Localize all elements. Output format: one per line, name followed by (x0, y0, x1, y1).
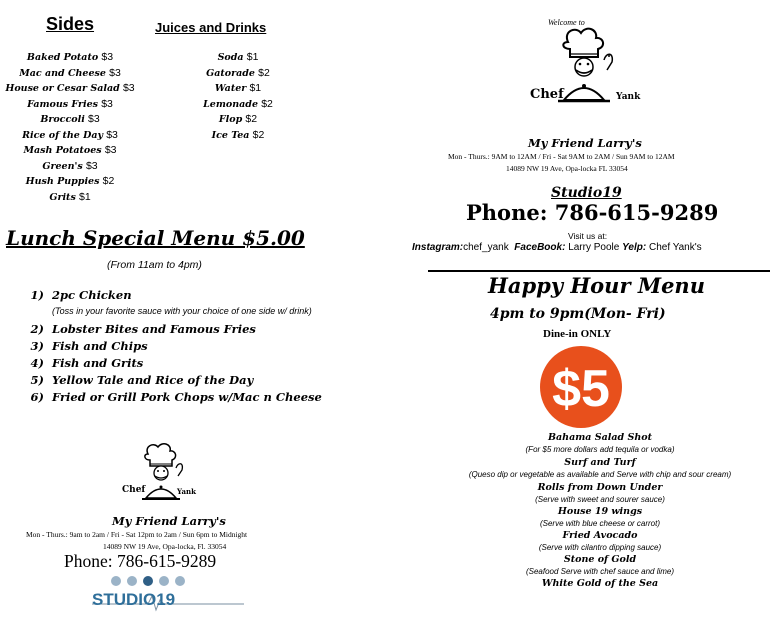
lunch-subtitle: (From 11am to 4pm) (107, 259, 202, 271)
welcome-text: Welcome to (548, 18, 585, 27)
chef-logo (118, 442, 208, 514)
chef-icon (530, 26, 640, 118)
yank-label: Yank (616, 92, 641, 102)
list-item: Flop $2 (218, 113, 258, 125)
five-dollar-badge-icon (538, 344, 624, 430)
studio-logo-text: STUDIO19 (92, 590, 176, 609)
item-note: (Serve with blue cheese or carrot) (539, 519, 661, 528)
visit-label: Visit us at: (568, 231, 608, 241)
item-note: (Seafood Serve with chef sauce and lime) (525, 567, 675, 576)
item-note: (For $5 more dollars add tequila or vodka) (525, 445, 675, 454)
price-badge (538, 344, 624, 430)
happy-hour-title: Happy Hour Menu (488, 273, 705, 298)
list-item: Water $1 (214, 82, 262, 94)
restaurant-name: My Friend Larry's (528, 136, 642, 150)
item-note: (Queso dip or vegetable as available and Serve with chip and sour cream) (468, 470, 732, 479)
list-item: Gatorade $2 (206, 66, 270, 79)
studio19-logo-icon (88, 574, 248, 614)
list-item: Lemonade $2 (203, 97, 273, 110)
list-item: Hush Puppies $2 (25, 175, 115, 187)
list-item: Ice Tea $2 (211, 128, 265, 141)
drinks-list (188, 50, 288, 143)
item-note: (Serve with cilantro dipping sauce) (538, 543, 662, 552)
yank-label: Yank (177, 487, 196, 496)
list-item: Mac and Cheese $3 (19, 66, 121, 79)
list-item: Green's $3 (42, 159, 98, 172)
item-note: (Serve with sweet and sourer sauce) (535, 495, 665, 504)
divider (428, 270, 770, 272)
list-item: White Gold of the Sea (541, 578, 659, 589)
phone-large: Phone: 786-615-9289 (466, 200, 719, 225)
studio-name: Studio19 (551, 185, 622, 201)
facebook-handle: Larry Poole (568, 242, 620, 253)
sides-title: Sides (46, 14, 95, 34)
list-item: 1) 2pc Chicken (Toss in your favorite sauce with your choice of one side w/ drink) (30, 288, 312, 316)
chef-label: Chef (530, 87, 564, 102)
list-item: House or Cesar Salad $3 (5, 82, 135, 94)
facebook-label: FaceBook: (514, 242, 566, 253)
phone: Phone: 786-615-9289 (64, 551, 217, 571)
list-item: House 19 wings (557, 506, 643, 517)
studio-logo (88, 574, 248, 614)
badge-price-text: $5 (552, 360, 610, 418)
list-item: Baked Potato $3 (26, 51, 114, 63)
list-item: Broccoli $3 (40, 113, 100, 125)
instagram-handle: chef_yank (463, 242, 509, 253)
list-item: Rice of the Day $3 (22, 128, 118, 141)
lunch-title: Lunch Special Menu $5.00 (6, 226, 305, 250)
list-item: Stone of Gold (563, 554, 637, 565)
sides-list (4, 50, 136, 205)
dine-in-label: Dine-in ONLY (543, 328, 612, 340)
hours: Mon - Thurs.: 9AM to 12AM / Fri - Sat 9AM to 2AM / Sun 9AM to 12AM (448, 152, 675, 161)
happy-hour-time: 4pm to 9pm(Mon- Fri) (490, 306, 666, 322)
chef-icon (118, 442, 208, 514)
chef-label: Chef (122, 485, 146, 495)
list-item: Surf and Turf (564, 457, 636, 468)
instagram-label: Instagram: (412, 242, 464, 253)
item-note: (Toss in your favorite sauce with your choice of one side w/ drink) (52, 306, 312, 316)
drinks-title: Juices and Drinks (155, 20, 267, 35)
address: 14089 NW 19 Ave, Opa-locka FL 33054 (506, 164, 628, 173)
list-item: 3) Fish and Chips (30, 339, 148, 353)
social-links (412, 242, 702, 253)
list-item: Mash Potatoes $3 (23, 144, 117, 156)
yelp-handle: Chef Yank's (648, 242, 702, 253)
list-item: 4) Fish and Grits (30, 356, 144, 370)
chef-logo-large (530, 26, 640, 118)
list-item: Fried Avocado (562, 530, 638, 541)
restaurant-name: My Friend Larry's (112, 514, 226, 528)
list-item: 2) Lobster Bites and Famous Fries (30, 322, 256, 336)
address: 14089 NW 19 Ave, Opa-locka, Fl. 33054 (103, 542, 227, 551)
list-item: Famous Fries $3 (27, 97, 113, 110)
list-item: Bahama Salad Shot (548, 432, 652, 443)
list-item: Grits $1 (49, 190, 91, 203)
list-item: Soda $1 (217, 51, 259, 63)
list-item: Rolls from Down Under (537, 482, 663, 493)
hours: Mon - Thurs.: 9am to 2am / Fri - Sat 12pm to 2am / Sun 6pm to Midnight (26, 530, 248, 539)
list-item: 5) Yellow Tale and Rice of the Day (30, 373, 254, 387)
list-item: 6) Fried or Grill Pork Chops w/Mac n Cheese (30, 390, 322, 404)
yelp-label: Yelp: (622, 242, 647, 253)
